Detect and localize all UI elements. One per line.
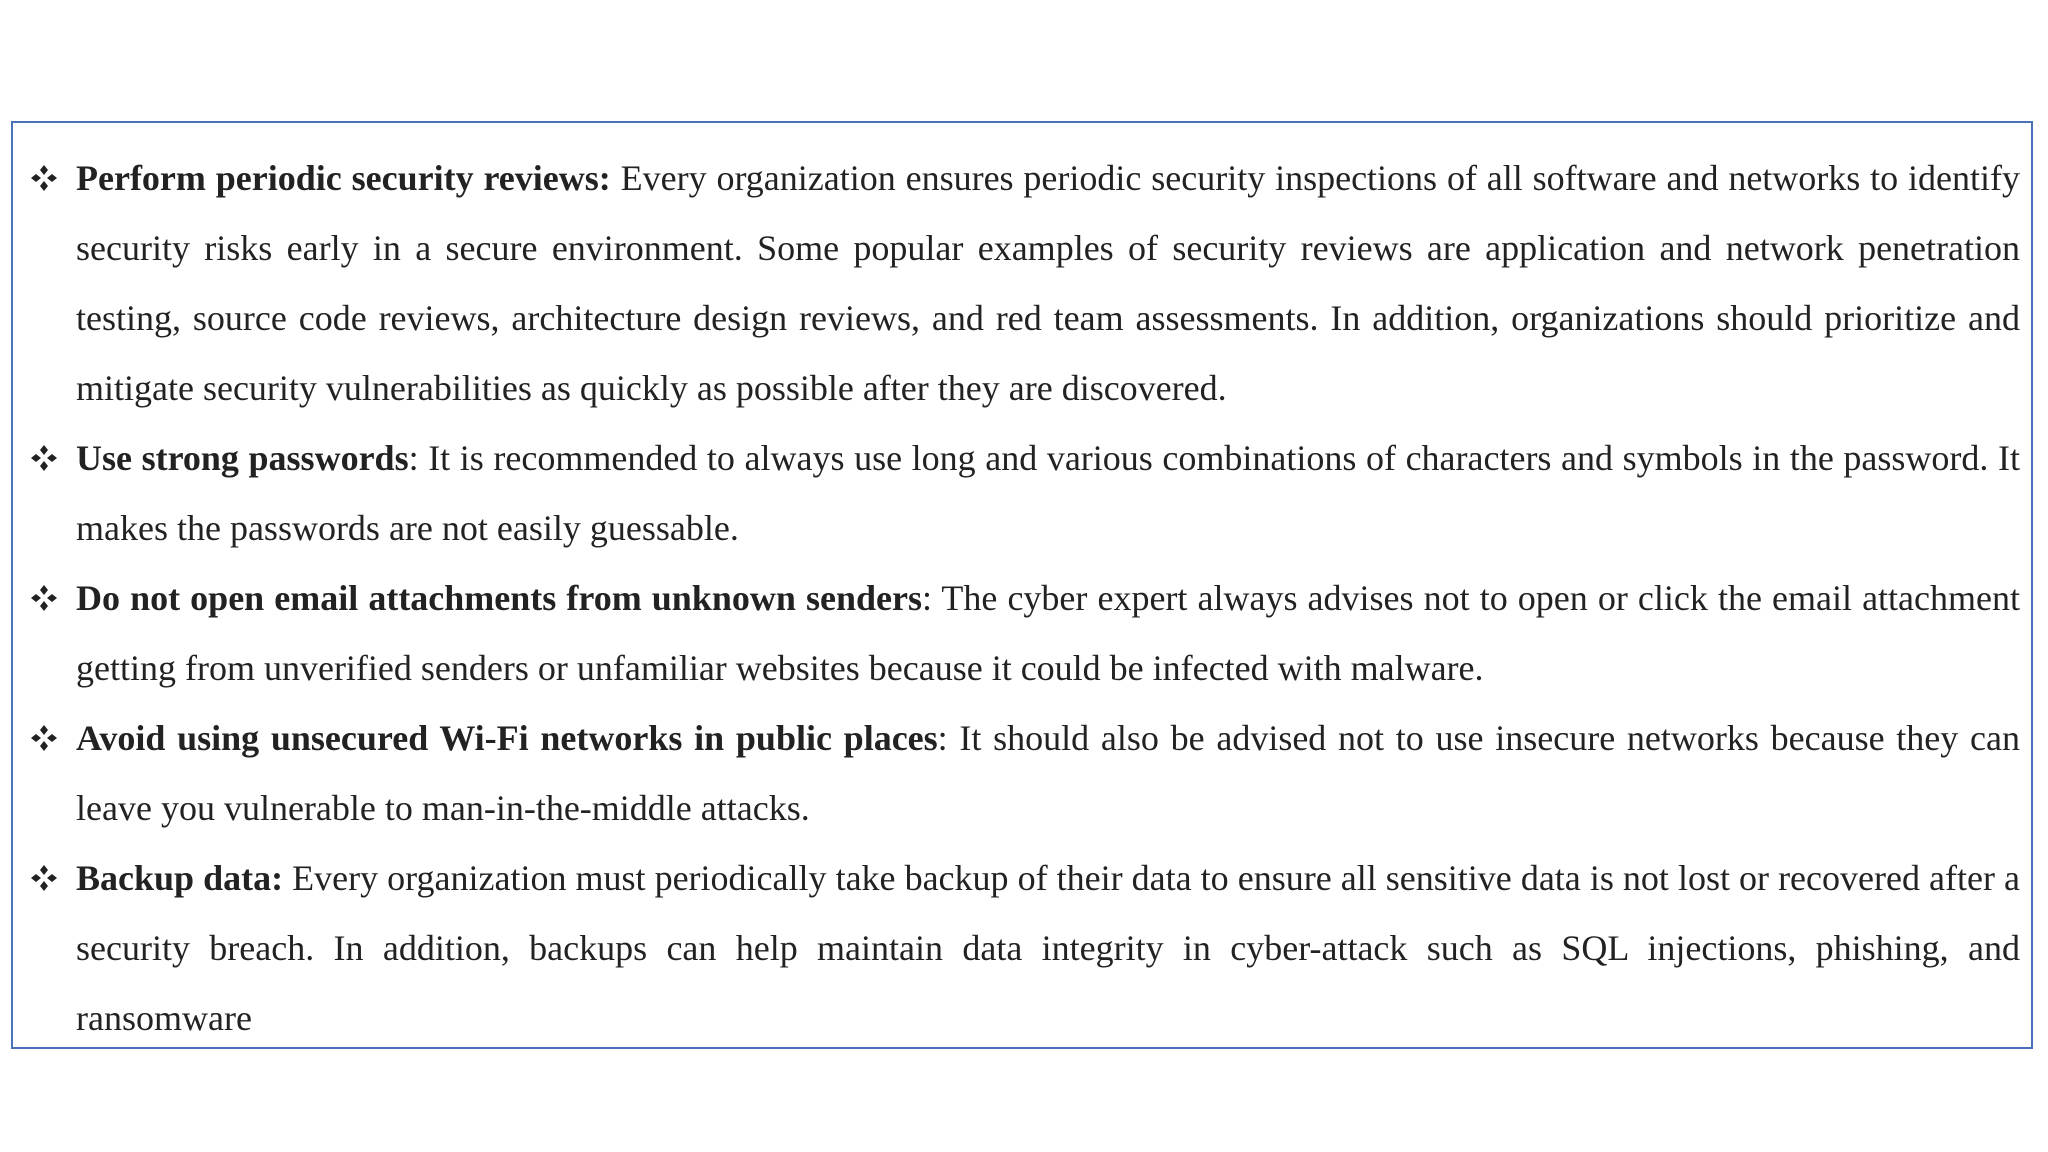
list-item [20,423,2020,563]
list-item [20,143,2020,423]
item-text: Every organization ensures periodic security inspections of all software and networks to identify security risks early in a secure environment. Some popular examples of security reviews are application and network penetration testing, source code reviews, architecture design reviews, and red team assessments. In addition, organizations should prioritize and mitigate security vulnerabilities as quickly as possible after they are discovered. [76,158,2021,408]
diamond-bullet-icon [28,703,60,773]
diamond-bullet-icon [28,843,60,913]
security-tips-list [20,143,2020,1053]
item-term: Backup data: [76,858,284,898]
list-item [20,563,2020,703]
item-term: Perform periodic security reviews: [76,158,611,198]
list-item [20,843,2020,1053]
item-text: : It should also be advised not to use insecure networks because they can leave you vulnerable to man-in-the-middle attacks. [76,718,2020,828]
diamond-bullet-icon [28,423,60,493]
item-term: Use strong passwords [76,438,409,478]
diamond-bullet-icon [28,563,60,633]
diamond-bullet-icon [28,143,60,213]
item-text: : The cyber expert always advises not to open or click the email attachment getting from unverified senders or unfamiliar websites because it could be infected with malware. [76,578,2020,688]
item-text: : It is recommended to always use long and various combinations of characters and symbols in the password. It makes the passwords are not easily guessable. [76,438,2020,548]
item-text: Every organization must periodically take backup of their data to ensure all sensitive data is not lost or recovered after a security breach. In addition, backups can help maintain data integrity in cyber-attack such as SQL injections, phishing, and ransomware [76,858,2020,1038]
list-item [20,703,2020,843]
item-term: Do not open email attachments from unknown senders [76,578,922,618]
item-term: Avoid using unsecured Wi-Fi networks in public places [76,718,938,758]
